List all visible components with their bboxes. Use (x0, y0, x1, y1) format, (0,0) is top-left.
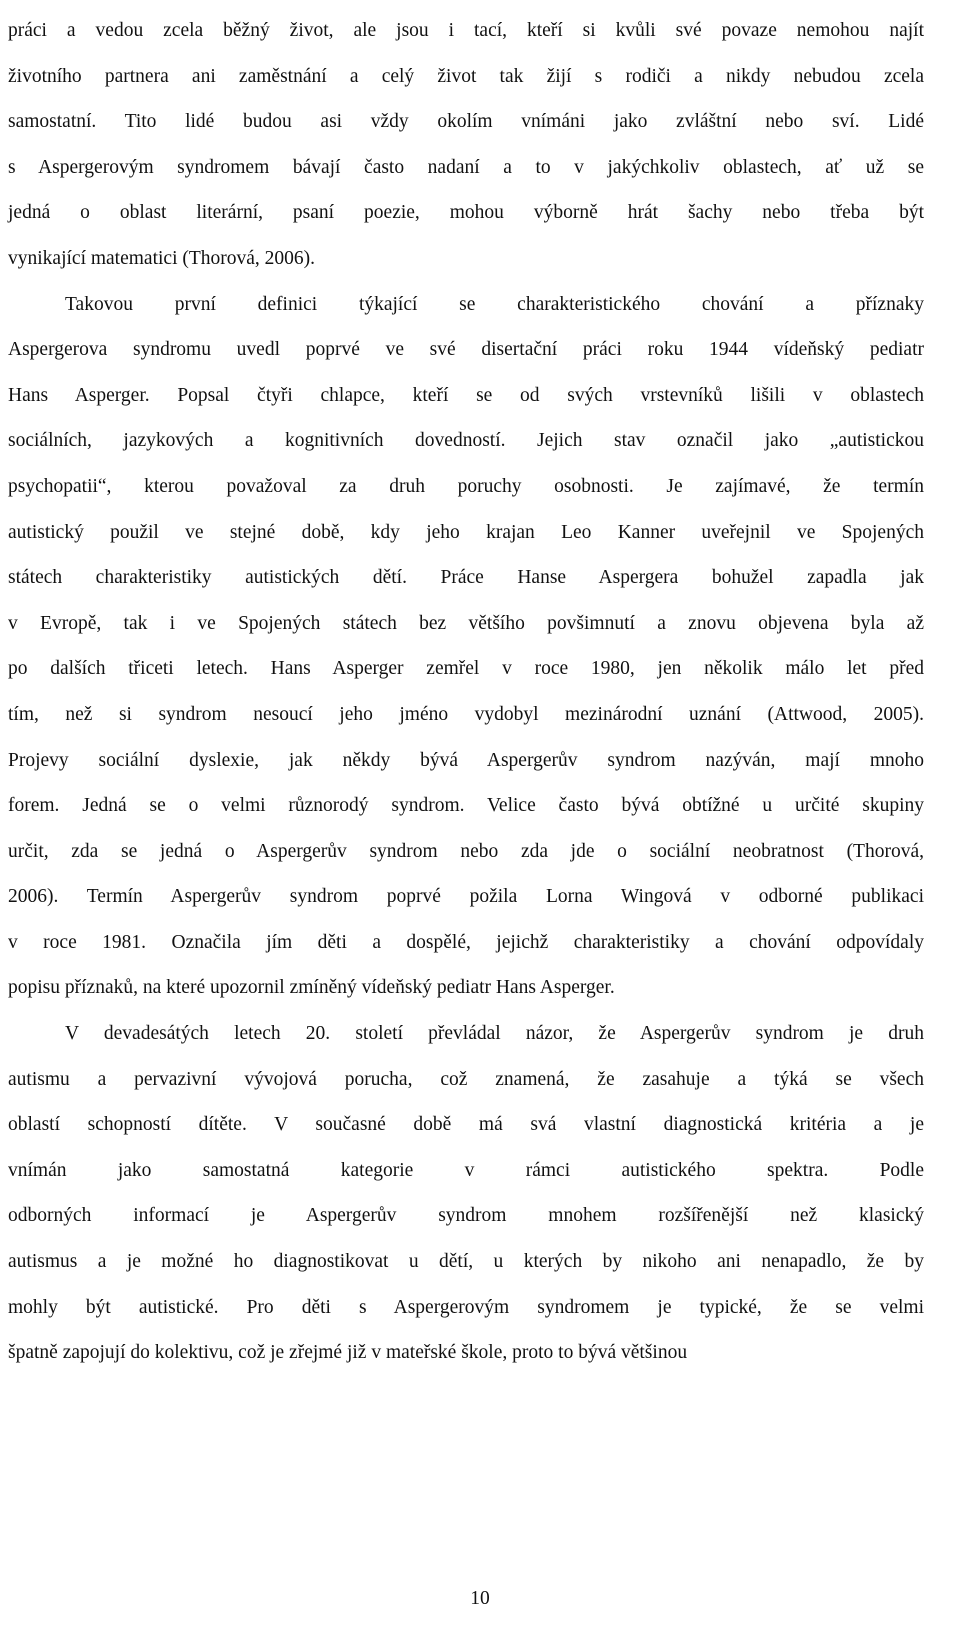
text-line: jedná o oblast literární, psaní poezie, mohou výborně hrát šachy nebo třeba být (8, 202, 924, 224)
text-line: psychopatii“, kterou považoval za druh poruchy osobnosti. Je zajímavé, že termín (8, 475, 924, 497)
text-line: 2006). Termín Aspergerův syndrom poprvé požila Lorna Wingová v odborné publikaci (8, 886, 924, 908)
text-line: Takovou první definici týkající se charakteristického chování a příznaky (65, 293, 924, 315)
text-line: Aspergerova syndromu uvedl poprvé ve své disertační práci roku 1944 vídeňský pediatr (8, 339, 924, 361)
text-line: samostatní. Tito lidé budou asi vždy okolím vnímáni jako zvláštní nebo sví. Lidé (8, 111, 924, 133)
text-line: autismu a pervazivní vývojová porucha, což znamená, že zasahuje a týká se všech (8, 1068, 924, 1090)
text-line: životního partnera ani zaměstnání a celý život tak žijí s rodiči a nikdy nebudou zcela (8, 65, 924, 87)
text-line: tím, než si syndrom nesoucí jeho jméno vydobyl mezinárodní uznání (Attwood, 2005). (8, 703, 924, 725)
text-line: po dalších třiceti letech. Hans Asperger zemřel v roce 1980, jen několik málo let před (8, 658, 924, 680)
text-line: popisu příznaků, na které upozornil zmíněný vídeňský pediatr Hans Asperger. (8, 977, 615, 999)
text-line: V devadesátých letech 20. století převládal názor, že Aspergerův syndrom je druh (65, 1023, 924, 1045)
text-line: autistický použil ve stejné době, kdy jeho krajan Leo Kanner uveřejnil ve Spojených (8, 521, 924, 543)
text-line: práci a vedou zcela běžný život, ale jsou i tací, kteří si kvůli své povaze nemohou najít (8, 20, 924, 41)
text-line: autismus a je možné ho diagnostikovat u dětí, u kterých by nikoho ani nenapadlo, že by (8, 1251, 924, 1273)
text-line: Projevy sociální dyslexie, jak někdy bývá Aspergerův syndrom nazýván, mají mnoho (8, 749, 924, 771)
text-line: státech charakteristiky autistických dětí. Práce Hanse Aspergera bohužel zapadla jak (8, 567, 924, 589)
text-line: Hans Asperger. Popsal čtyři chlapce, kteří se od svých vrstevníků lišili v oblastech (8, 384, 924, 406)
text-line: v roce 1981. Označila jím děti a dospělé, jejichž charakteristiky a chování odpovídaly (8, 931, 924, 953)
text-line: špatně zapojují do kolektivu, což je zřejmé již v mateřské škole, proto to bývá většinou (8, 1342, 688, 1364)
text-line: mohly být autistické. Pro děti s Aspergerovým syndromem je typické, že se velmi (8, 1296, 924, 1318)
page-number: 10 (470, 1588, 490, 1609)
text-line: oblastí schopností dítěte. V současné době má svá vlastní diagnostická kritéria a je (8, 1114, 924, 1136)
text-line: vynikající matematici (Thorová, 2006). (8, 247, 316, 269)
text-line: určit, zda se jedná o Aspergerův syndrom nebo zda jde o sociální neobratnost (Thorová, (8, 840, 924, 862)
body-text (8, 8, 924, 1376)
text-line: v Evropě, tak i ve Spojených státech bez většího povšimnutí a znovu objevena byla až (8, 612, 924, 634)
text-line: forem. Jedná se o velmi různorodý syndrom. Velice často bývá obtížné u určité skupiny (8, 795, 924, 817)
text-line: sociálních, jazykových a kognitivních dovedností. Jejich stav označil jako „autistickou (8, 430, 924, 452)
text-line: odborných informací je Aspergerův syndrom mnohem rozšířenější než klasický (8, 1205, 924, 1227)
text-line: s Aspergerovým syndromem bávají často nadaní a to v jakýchkoliv oblastech, ať už se (8, 156, 924, 178)
text-line: vnímán jako samostatná kategorie v rámci autistického spektra. Podle (8, 1159, 924, 1181)
